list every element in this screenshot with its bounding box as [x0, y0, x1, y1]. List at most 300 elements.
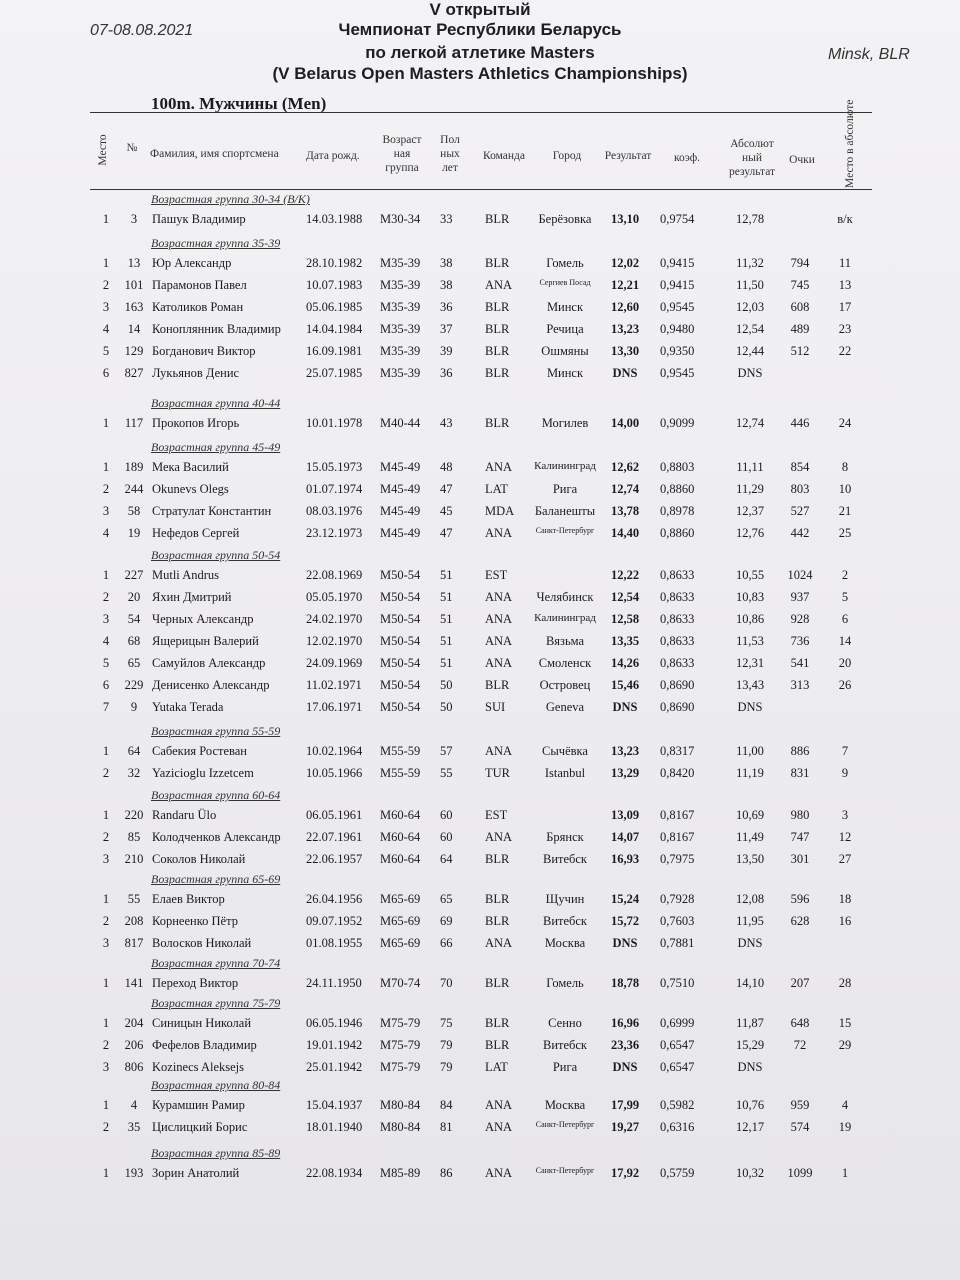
- name-cell: Богданович Виктор: [152, 344, 256, 358]
- result-cell: 15,72: [610, 914, 640, 928]
- dob-cell: 24.02.1970: [306, 612, 363, 626]
- agegroup-cell: M65-69: [380, 892, 421, 906]
- coef-cell: 0,9545: [660, 366, 695, 380]
- result-cell: 23,36: [610, 1038, 640, 1052]
- title-line-1: V открытый: [429, 0, 531, 19]
- dob-cell: 14.03.1988: [306, 212, 363, 226]
- name-cell: Ящерицын Валерий: [152, 634, 259, 648]
- bib-cell: 806: [124, 1060, 144, 1074]
- result-cell: 12,60: [610, 300, 640, 314]
- abs-result-cell: 12,78: [735, 212, 765, 226]
- city-cell: Минск: [546, 366, 584, 380]
- coef-cell: 0,6547: [660, 1038, 695, 1052]
- bib-cell: 129: [124, 344, 144, 358]
- name-cell: Яхин Дмитрий: [152, 590, 232, 604]
- abs-result-cell: 12,17: [735, 1120, 765, 1134]
- coef-cell: 0,8317: [660, 744, 695, 758]
- abs-result-cell: DNS: [737, 366, 763, 380]
- team-cell: BLR: [485, 212, 510, 226]
- result-cell: 13,23: [610, 322, 640, 336]
- coef-cell: 0,9415: [660, 256, 695, 270]
- col-no: №: [126, 142, 138, 154]
- abs-result-cell: 10,55: [735, 568, 765, 582]
- city-cell: Geneva: [545, 700, 585, 714]
- place-cell: 3: [102, 852, 110, 866]
- bib-cell: 204: [124, 1016, 144, 1030]
- abs-result-cell: 15,29: [735, 1038, 765, 1052]
- agegroup-cell: M75-79: [380, 1038, 421, 1052]
- city-cell: Москва: [544, 936, 586, 950]
- coef-cell: 0,8690: [660, 678, 695, 692]
- team-cell: BLR: [485, 1038, 510, 1052]
- place-cell: 3: [102, 504, 110, 518]
- bib-cell: 20: [127, 590, 141, 604]
- team-cell: BLR: [485, 1016, 510, 1030]
- coef-cell: 0,9350: [660, 344, 695, 358]
- coef-cell: 0,6547: [660, 1060, 695, 1074]
- age-group-label: Возрастная группа 45-49: [151, 440, 281, 454]
- agegroup-cell: M60-64: [380, 830, 421, 844]
- place-cell: 1: [102, 1166, 110, 1180]
- points-cell: 574: [790, 1120, 810, 1134]
- table-row: [0, 1098, 960, 1118]
- age-cell: 60: [440, 808, 453, 822]
- team-cell: ANA: [485, 1098, 513, 1112]
- points-cell: 854: [790, 460, 810, 474]
- abs-place-cell: 25: [838, 526, 852, 540]
- age-cell: 36: [440, 300, 453, 314]
- dob-cell: 14.04.1984: [306, 322, 363, 336]
- points-cell: 745: [790, 278, 810, 292]
- coef-cell: 0,7881: [660, 936, 695, 950]
- name-cell: Синицын Николай: [152, 1016, 252, 1030]
- place-cell: 1: [102, 568, 110, 582]
- place-cell: 2: [102, 278, 110, 292]
- age-cell: 50: [440, 700, 453, 714]
- dob-cell: 06.05.1946: [306, 1016, 363, 1030]
- competition-date: 07-08.08.2021: [90, 22, 194, 39]
- abs-place-cell: 6: [841, 612, 849, 626]
- age-cell: 47: [440, 482, 453, 496]
- city-cell: Сергиев Посад: [539, 278, 591, 287]
- dob-cell: 06.05.1961: [306, 808, 363, 822]
- abs-place-cell: в/к: [837, 212, 853, 226]
- abs-place-cell: 22: [838, 344, 852, 358]
- col-age: Пол ных лет: [440, 134, 460, 174]
- points-cell: 442: [790, 526, 810, 540]
- bib-cell: 141: [124, 976, 144, 990]
- coef-cell: 0,5759: [660, 1166, 695, 1180]
- abs-place-cell: 5: [841, 590, 849, 604]
- points-cell: 541: [790, 656, 810, 670]
- dob-cell: 10.05.1966: [306, 766, 363, 780]
- age-cell: 47: [440, 526, 453, 540]
- result-cell: 13,35: [610, 634, 640, 648]
- age-cell: 38: [440, 256, 453, 270]
- table-row: [0, 914, 960, 934]
- city-cell: Витебск: [542, 1038, 588, 1052]
- table-row: [0, 212, 960, 232]
- agegroup-cell: M55-59: [380, 744, 421, 758]
- col-name: Фамилия, имя спортсмена: [150, 148, 279, 160]
- coef-cell: 0,8633: [660, 634, 695, 648]
- table-row: [0, 526, 960, 546]
- age-cell: 37: [440, 322, 453, 336]
- abs-result-cell: 11,87: [736, 1016, 764, 1030]
- points-cell: 803: [790, 482, 810, 496]
- team-cell: ANA: [485, 744, 513, 758]
- coef-cell: 0,6316: [660, 1120, 695, 1134]
- age-cell: 69: [440, 914, 453, 928]
- name-cell: Okunevs Olegs: [152, 482, 229, 496]
- name-cell: Kozinecs Aleksejs: [152, 1060, 244, 1074]
- agegroup-cell: M50-54: [380, 634, 421, 648]
- age-group-label: Возрастная группа 55-59: [151, 724, 281, 738]
- points-cell: 72: [793, 1038, 807, 1052]
- dob-cell: 05.06.1985: [306, 300, 363, 314]
- bib-cell: 220: [124, 808, 144, 822]
- dob-cell: 15.04.1937: [306, 1098, 363, 1112]
- place-cell: 5: [102, 344, 110, 358]
- agegroup-cell: M50-54: [380, 656, 421, 670]
- result-cell: 13,78: [610, 504, 640, 518]
- dob-cell: 28.10.1982: [306, 256, 363, 270]
- bib-cell: 68: [127, 634, 141, 648]
- city-cell: Гомель: [546, 976, 584, 990]
- result-cell: 17,99: [610, 1098, 640, 1112]
- dob-cell: 01.07.1974: [306, 482, 363, 496]
- abs-place-cell: 20: [838, 656, 852, 670]
- abs-place-cell: 26: [838, 678, 852, 692]
- bib-cell: 206: [124, 1038, 144, 1052]
- table-row: [0, 892, 960, 912]
- name-cell: Черных Александр: [152, 612, 254, 626]
- table-row: [0, 612, 960, 632]
- points-cell: 1099: [787, 1166, 813, 1180]
- table-row: [0, 1038, 960, 1058]
- abs-place-cell: 7: [841, 744, 849, 758]
- team-cell: BLR: [485, 300, 510, 314]
- name-cell: Католиков Роман: [152, 300, 244, 314]
- points-cell: 301: [790, 852, 810, 866]
- points-cell: 648: [790, 1016, 810, 1030]
- name-cell: Юр Александр: [152, 256, 232, 270]
- dob-cell: 15.05.1973: [306, 460, 363, 474]
- age-group-label: Возрастная группа 35-39: [151, 236, 281, 250]
- table-row: [0, 322, 960, 342]
- abs-result-cell: 11,19: [736, 766, 764, 780]
- dob-cell: 16.09.1981: [306, 344, 363, 358]
- abs-place-cell: 2: [841, 568, 849, 582]
- bib-cell: 4: [130, 1098, 138, 1112]
- table-row: [0, 852, 960, 872]
- result-cell: 17,92: [610, 1166, 640, 1180]
- event-title: 100m. Мужчины (Men): [151, 94, 327, 113]
- bib-cell: 163: [124, 300, 144, 314]
- abs-place-cell: 1: [841, 1166, 849, 1180]
- points-cell: 831: [790, 766, 810, 780]
- agegroup-cell: M75-79: [380, 1016, 421, 1030]
- team-cell: BLR: [485, 366, 510, 380]
- team-cell: ANA: [485, 1120, 513, 1134]
- abs-result-cell: 13,50: [735, 852, 765, 866]
- table-row: [0, 590, 960, 610]
- name-cell: Yutaka Terada: [152, 700, 224, 714]
- place-cell: 6: [102, 678, 110, 692]
- coef-cell: 0,7603: [660, 914, 695, 928]
- abs-place-cell: 19: [838, 1120, 852, 1134]
- table-row: [0, 656, 960, 676]
- abs-result-cell: 11,29: [736, 482, 764, 496]
- coef-cell: 0,9754: [660, 212, 695, 226]
- dob-cell: 25.01.1942: [306, 1060, 363, 1074]
- col-abs: Абсолют ный результат: [728, 138, 776, 178]
- city-cell: Москва: [544, 1098, 586, 1112]
- team-cell: BLR: [485, 678, 510, 692]
- bib-cell: 58: [127, 504, 141, 518]
- result-cell: DNS: [612, 700, 638, 714]
- age-group-label: Возрастная группа 60-64: [151, 788, 281, 802]
- col-place: Место: [97, 134, 109, 166]
- abs-place-cell: 10: [838, 482, 852, 496]
- points-cell: 313: [790, 678, 810, 692]
- agegroup-cell: M50-54: [380, 612, 421, 626]
- place-cell: 1: [102, 892, 110, 906]
- table-row: [0, 366, 960, 386]
- points-cell: 527: [790, 504, 810, 518]
- abs-result-cell: 12,31: [735, 656, 765, 670]
- team-cell: ANA: [485, 612, 513, 626]
- city-cell: Брянск: [546, 830, 584, 844]
- dob-cell: 12.02.1970: [306, 634, 363, 648]
- agegroup-cell: M85-89: [380, 1166, 421, 1180]
- abs-place-cell: 23: [838, 322, 852, 336]
- dob-cell: 18.01.1940: [306, 1120, 363, 1134]
- team-cell: BLR: [485, 344, 510, 358]
- abs-result-cell: 13,43: [735, 678, 765, 692]
- result-cell: 16,93: [610, 852, 640, 866]
- age-group-label: Возрастная группа 70-74: [151, 956, 281, 970]
- age-cell: 57: [440, 744, 453, 758]
- points-cell: 937: [790, 590, 810, 604]
- age-cell: 36: [440, 366, 453, 380]
- bib-cell: 13: [127, 256, 141, 270]
- age-cell: 39: [440, 344, 453, 358]
- result-cell: 12,22: [610, 568, 640, 582]
- name-cell: Переход Виктор: [152, 976, 239, 990]
- age-cell: 51: [440, 634, 453, 648]
- table-row: [0, 504, 960, 524]
- title-line-2: Чемпионат Республики Беларусь: [338, 20, 622, 39]
- abs-result-cell: 11,50: [736, 278, 764, 292]
- table-row: [0, 808, 960, 828]
- abs-place-cell: 21: [838, 504, 852, 518]
- dob-cell: 26.04.1956: [306, 892, 363, 906]
- place-cell: 7: [102, 700, 110, 714]
- city-cell: Витебск: [542, 914, 588, 928]
- col-agegroup: Возраст ная группа: [382, 134, 422, 174]
- result-cell: 19,27: [610, 1120, 640, 1134]
- table-row: [0, 678, 960, 698]
- competition-place: Minsk, BLR: [828, 46, 910, 63]
- name-cell: Денисенко Александр: [152, 678, 270, 692]
- dob-cell: 23.12.1973: [306, 526, 363, 540]
- city-cell: Санкт-Петербург: [535, 526, 595, 535]
- place-cell: 2: [102, 914, 110, 928]
- name-cell: Пашук Владимир: [152, 212, 246, 226]
- name-cell: Зорин Анатолий: [152, 1166, 240, 1180]
- agegroup-cell: M45-49: [380, 482, 421, 496]
- dob-cell: 09.07.1952: [306, 914, 363, 928]
- age-cell: 79: [440, 1038, 453, 1052]
- name-cell: Коноплянник Владимир: [152, 322, 281, 336]
- bib-cell: 64: [127, 744, 141, 758]
- coef-cell: 0,6999: [660, 1016, 695, 1030]
- age-cell: 51: [440, 590, 453, 604]
- age-cell: 51: [440, 656, 453, 670]
- bib-cell: 14: [127, 322, 141, 336]
- bib-cell: 19: [127, 526, 141, 540]
- dob-cell: 24.09.1969: [306, 656, 363, 670]
- team-cell: ANA: [485, 460, 513, 474]
- agegroup-cell: M35-39: [380, 256, 421, 270]
- result-cell: 13,23: [610, 744, 640, 758]
- abs-result-cell: DNS: [737, 1060, 763, 1074]
- agegroup-cell: M30-34: [380, 212, 421, 226]
- name-cell: Фефелов Владимир: [152, 1038, 257, 1052]
- bib-cell: 210: [124, 852, 144, 866]
- city-cell: Istanbul: [544, 766, 586, 780]
- city-cell: Берёзовка: [538, 212, 592, 226]
- table-row: [0, 416, 960, 436]
- city-cell: Санкт-Петербург: [535, 1166, 595, 1175]
- name-cell: Елаев Виктор: [152, 892, 225, 906]
- agegroup-cell: M35-39: [380, 300, 421, 314]
- agegroup-cell: M45-49: [380, 504, 421, 518]
- result-cell: 13,30: [610, 344, 640, 358]
- city-cell: Гомель: [546, 256, 584, 270]
- result-cell: 12,62: [610, 460, 640, 474]
- coef-cell: 0,7928: [660, 892, 695, 906]
- place-cell: 6: [102, 366, 110, 380]
- age-cell: 75: [440, 1016, 453, 1030]
- city-cell: Смоленск: [538, 656, 592, 670]
- title-line-4: (V Belarus Open Masters Athletics Championships): [272, 64, 688, 83]
- abs-result-cell: 10,86: [735, 612, 765, 626]
- agegroup-cell: M35-39: [380, 322, 421, 336]
- coef-cell: 0,8633: [660, 590, 695, 604]
- abs-result-cell: 12,08: [735, 892, 765, 906]
- abs-result-cell: 12,03: [735, 300, 765, 314]
- table-row: [0, 936, 960, 956]
- coef-cell: 0,8803: [660, 460, 695, 474]
- place-cell: 2: [102, 766, 110, 780]
- points-cell: 980: [790, 808, 810, 822]
- abs-place-cell: 9: [841, 766, 849, 780]
- points-cell: 928: [790, 612, 810, 626]
- result-cell: 14,26: [610, 656, 640, 670]
- age-group-label: Возрастная группа 40-44: [151, 396, 281, 410]
- dob-cell: 08.03.1976: [306, 504, 363, 518]
- abs-result-cell: 11,95: [736, 914, 764, 928]
- points-cell: 959: [790, 1098, 810, 1112]
- age-group-label: Возрастная группа 80-84: [151, 1078, 281, 1092]
- age-cell: 55: [440, 766, 453, 780]
- abs-result-cell: 14,10: [735, 976, 765, 990]
- dob-cell: 22.06.1957: [306, 852, 363, 866]
- agegroup-cell: M60-64: [380, 808, 421, 822]
- abs-result-cell: 10,69: [735, 808, 765, 822]
- abs-result-cell: 12,37: [735, 504, 765, 518]
- points-cell: 446: [790, 416, 810, 430]
- abs-result-cell: 11,49: [736, 830, 764, 844]
- points-cell: 207: [790, 976, 810, 990]
- team-cell: ANA: [485, 936, 513, 950]
- agegroup-cell: M70-74: [380, 976, 421, 990]
- result-cell: 15,24: [610, 892, 640, 906]
- dob-cell: 22.07.1961: [306, 830, 363, 844]
- col-dob: Дата рожд.: [306, 150, 360, 162]
- place-cell: 3: [102, 1060, 110, 1074]
- abs-result-cell: 11,53: [736, 634, 764, 648]
- col-points: Очки: [789, 154, 815, 166]
- table-row: [0, 830, 960, 850]
- bib-cell: 208: [124, 914, 144, 928]
- bib-cell: 54: [127, 612, 141, 626]
- place-cell: 1: [102, 460, 110, 474]
- abs-result-cell: DNS: [737, 936, 763, 950]
- agegroup-cell: M50-54: [380, 700, 421, 714]
- abs-place-cell: 28: [838, 976, 852, 990]
- city-cell: Калининград: [534, 612, 596, 624]
- agegroup-cell: M40-44: [380, 416, 421, 430]
- place-cell: 2: [102, 590, 110, 604]
- name-cell: Соколов Николай: [152, 852, 246, 866]
- team-cell: BLR: [485, 416, 510, 430]
- dob-cell: 17.06.1971: [306, 700, 363, 714]
- team-cell: ANA: [485, 656, 513, 670]
- points-cell: 512: [790, 344, 810, 358]
- dob-cell: 22.08.1969: [306, 568, 363, 582]
- coef-cell: 0,8420: [660, 766, 695, 780]
- table-row: [0, 460, 960, 480]
- city-cell: Санкт-Петербург: [535, 1120, 595, 1129]
- name-cell: Парамонов Павел: [152, 278, 247, 292]
- agegroup-cell: M45-49: [380, 460, 421, 474]
- dob-cell: 11.02.1971: [306, 678, 362, 692]
- col-result: Результат: [604, 150, 652, 162]
- result-cell: 16,96: [610, 1016, 640, 1030]
- team-cell: MDA: [485, 504, 515, 518]
- age-cell: 60: [440, 830, 453, 844]
- abs-result-cell: 10,76: [735, 1098, 765, 1112]
- team-cell: ANA: [485, 1166, 513, 1180]
- result-cell: 15,46: [610, 678, 640, 692]
- result-cell: 12,58: [610, 612, 640, 626]
- city-cell: Сенно: [548, 1016, 582, 1030]
- bib-cell: 3: [130, 212, 138, 226]
- city-cell: Рига: [552, 1060, 578, 1074]
- result-cell: 12,02: [610, 256, 640, 270]
- name-cell: Нефедов Сергей: [152, 526, 240, 540]
- result-cell: 14,40: [610, 526, 640, 540]
- name-cell: Корнеенко Пётр: [152, 914, 238, 928]
- table-row: [0, 700, 960, 720]
- age-cell: 84: [440, 1098, 453, 1112]
- dob-cell: 01.08.1955: [306, 936, 363, 950]
- col-absplace: Место в абсолюте: [844, 99, 856, 188]
- table-row: [0, 1060, 960, 1080]
